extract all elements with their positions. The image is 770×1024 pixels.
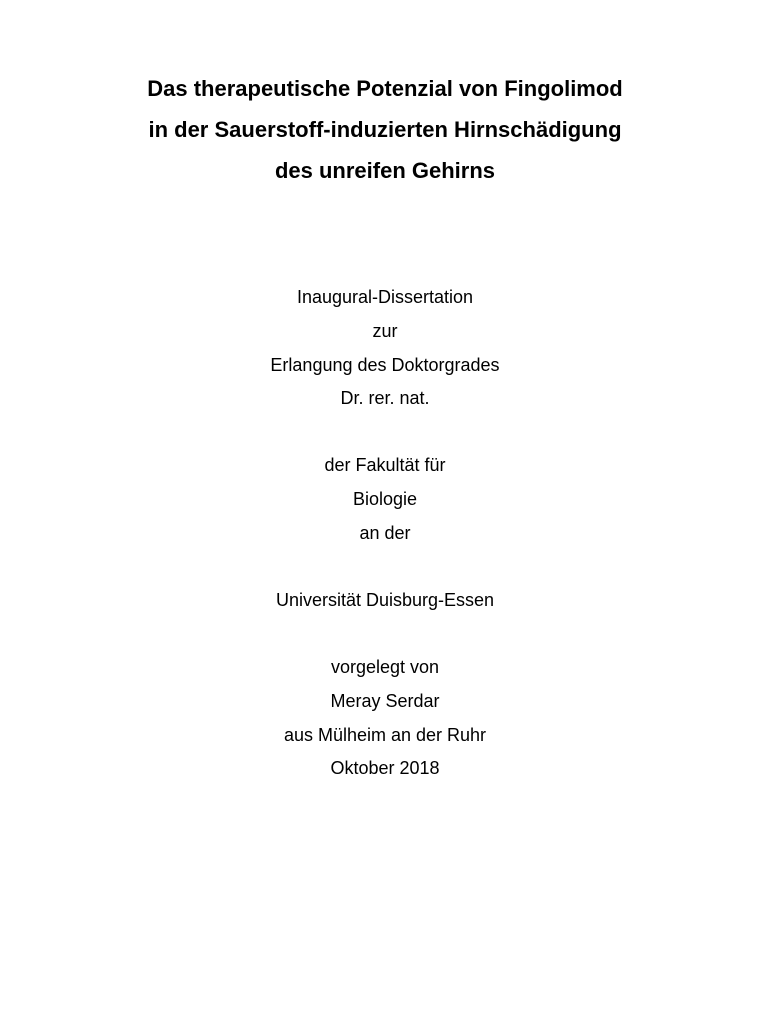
dissertation-title (0, 68, 770, 191)
university-info (0, 584, 770, 618)
title-line-1: Das therapeutische Potenzial von Fingolimod (147, 76, 623, 101)
degree-type: Inaugural-Dissertation (296, 287, 474, 307)
degree-info (0, 281, 770, 416)
university-name: Universität Duisburg-Essen (275, 590, 495, 610)
submission-info (0, 651, 770, 786)
degree-purpose: Erlangung des Doktorgrades (270, 354, 500, 375)
author-name: Meray Serdar (330, 690, 440, 711)
title-line-2: in der Sauerstoff-induzierten Hirnschädigung (148, 117, 622, 142)
faculty-info (0, 449, 770, 550)
title-line-3: des unreifen Gehirns (274, 158, 496, 183)
faculty-name: Biologie (352, 488, 418, 509)
faculty-connector: an der (359, 522, 411, 543)
submission-intro: vorgelegt von (330, 657, 440, 677)
submission-date: Oktober 2018 (330, 758, 440, 779)
degree-preposition: zur (372, 320, 398, 341)
author-origin: aus Mülheim an der Ruhr (283, 724, 487, 745)
degree-title: Dr. rer. nat. (340, 388, 430, 409)
faculty-intro: der Fakultät für (324, 455, 446, 475)
